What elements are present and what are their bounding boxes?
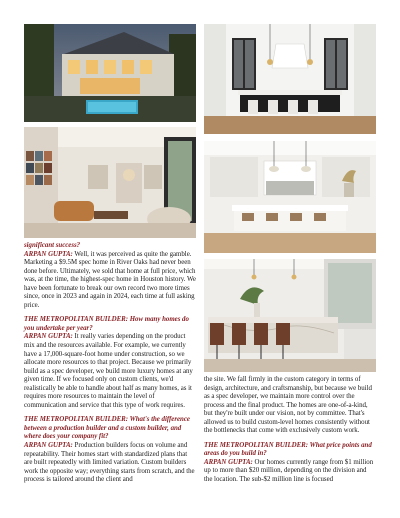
answer-3-label: ARPAN GUPTA: [24,442,73,450]
answer-3-text: Production builders focus on volume and repeatability. Their homes start with standardized plans that are built repeatedly with limited variation. Custom builders work the opposite way; everything starts from scratch, and the process is tailored around the client and [24,442,195,484]
article-column-right [204,376,376,491]
article-column-left [24,242,196,491]
answer-1-text: Well, it was perceived as quite the gamble. Marketing a $9.5M spec home in River Oaks had never been done before. Ultimately, we sold that home at full price, which was, at the time, the highest-spec home in Houston history. We have been fortunate to break our own record two more times since, once in 2023 and again in 2024, each time at full asking price. [24,250,196,309]
question-2 [24,316,196,410]
answer-1-label: ARPAN GUPTA: [24,250,73,258]
photo-living-room [24,127,196,238]
answer-2-label: ARPAN GUPTA: [24,333,73,341]
answer-1 [24,242,196,310]
question-3-text: THE METROPOLITAN BUILDER: What's the difference between a production builder and a custom builder, and where does your company fit? [24,416,190,441]
answer-4-label: ARPAN GUPTA: [204,458,253,466]
answer-2-text: It really varies depending on the product mix and the resources available. For example, we currently have a 17,000-square-foot home under construction, so we allocate more resources to that project. Because we primarily build as a spec developer, we build more luxury homes at any given time. If we focused only on custom clients, we'd realistically be able to handle about half as many homes, as it requires more resources to maintain the level of communication and service that this type of work requires. [24,333,193,409]
question-4-text: THE METROPOLITAN BUILDER: What price points and areas do you build in? [204,441,372,458]
answer-3-continued: the site. We fall firmly in the custom category in terms of design, architecture, and craftsmanship, but because we build as a spec developer, we maintain more control over the process and the final product. The homes are one-of-a-kind, but they're built under our vision, not by committee. That's allowed us to build custom-level homes consistently without the bottlenecks that come with exclusively custom work. [204,376,372,435]
photo-kitchen-dark-cabinets [204,24,376,134]
question-2-text: THE METROPOLITAN BUILDER: How many homes do you undertake per year? [24,316,189,332]
question-4 [204,442,376,485]
answer-4-text: Our homes currently range from $1 million up to more than $20 million, depending on the division and the location. The sub-$2 million line is focused [204,458,374,484]
question-3 [24,416,196,484]
question-1-tail: significant success? [24,242,81,249]
photo-kitchen-marble-bar [204,259,376,372]
photo-house-exterior [24,24,196,122]
photo-kitchen-white-island [204,141,376,253]
